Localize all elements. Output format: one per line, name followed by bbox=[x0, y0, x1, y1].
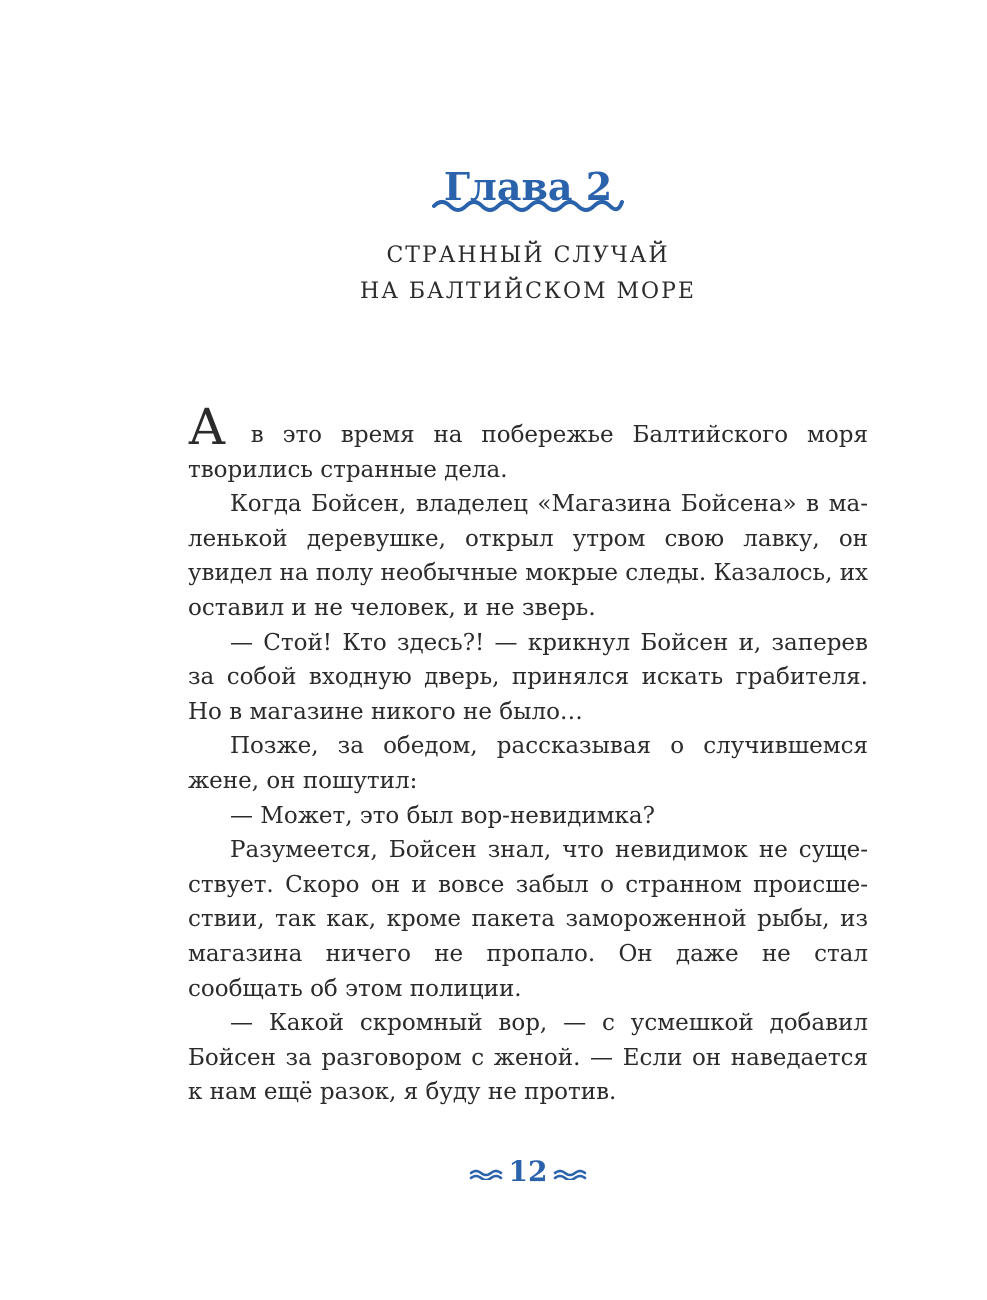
wave-rule-icon bbox=[432, 196, 624, 212]
page-footer bbox=[0, 1152, 987, 1192]
paragraph-2: Когда Бойсен, владелец «Магазина Бойсена» в маленькой деревушке, открыл утром свою лавку, он увидел на полу необычные мокрые следы. Казалось, их оставил и не человек, и не зверь. bbox=[188, 491, 869, 621]
paragraph-3: — Стой! Кто здесь?! — крикнул Бойсен и, заперев за собой входную дверь, принялся искать грабителя. Но в магазине никого не было… bbox=[188, 629, 868, 725]
paragraph-1-text: в это время на побережье Балтийского моря творились странные дела. bbox=[188, 422, 868, 483]
page-number: 12 bbox=[508, 1155, 548, 1188]
drop-cap: А bbox=[188, 398, 226, 456]
paragraph-7: — Какой скромный вор, — с усмешкой добавил Бойсен за разговором с женой. — Если он наведается к нам ещё разок, я буду не против. bbox=[188, 1010, 868, 1106]
wave-icon-left bbox=[469, 1168, 503, 1180]
chapter-subtitle bbox=[0, 238, 987, 310]
paragraph-1 bbox=[188, 398, 868, 487]
chapter-text bbox=[188, 398, 869, 1110]
paragraph-6: Разумеется, Бойсен знал, что невидимок не существует. Скоро он и вовсе забыл о странном происшествии, так как, кроме пакета замороженной рыбы, из магазина ничего не пропало. Он даже не стал сообщать об этом полиции. bbox=[188, 837, 868, 1002]
subtitle-line-1: СТРАННЫЙ СЛУЧАЙ bbox=[386, 243, 670, 268]
paragraph-4: Позже, за обедом, рассказывая о случившемся жене, он пошутил: bbox=[188, 733, 868, 794]
paragraph-5: — Может, это был вор-невидимка? bbox=[230, 802, 655, 829]
wave-icon-right bbox=[553, 1168, 587, 1180]
chapter-title: Глава 2 bbox=[443, 164, 613, 210]
subtitle-line-2: НА БАЛТИЙСКОМ МОРЕ bbox=[360, 279, 696, 304]
